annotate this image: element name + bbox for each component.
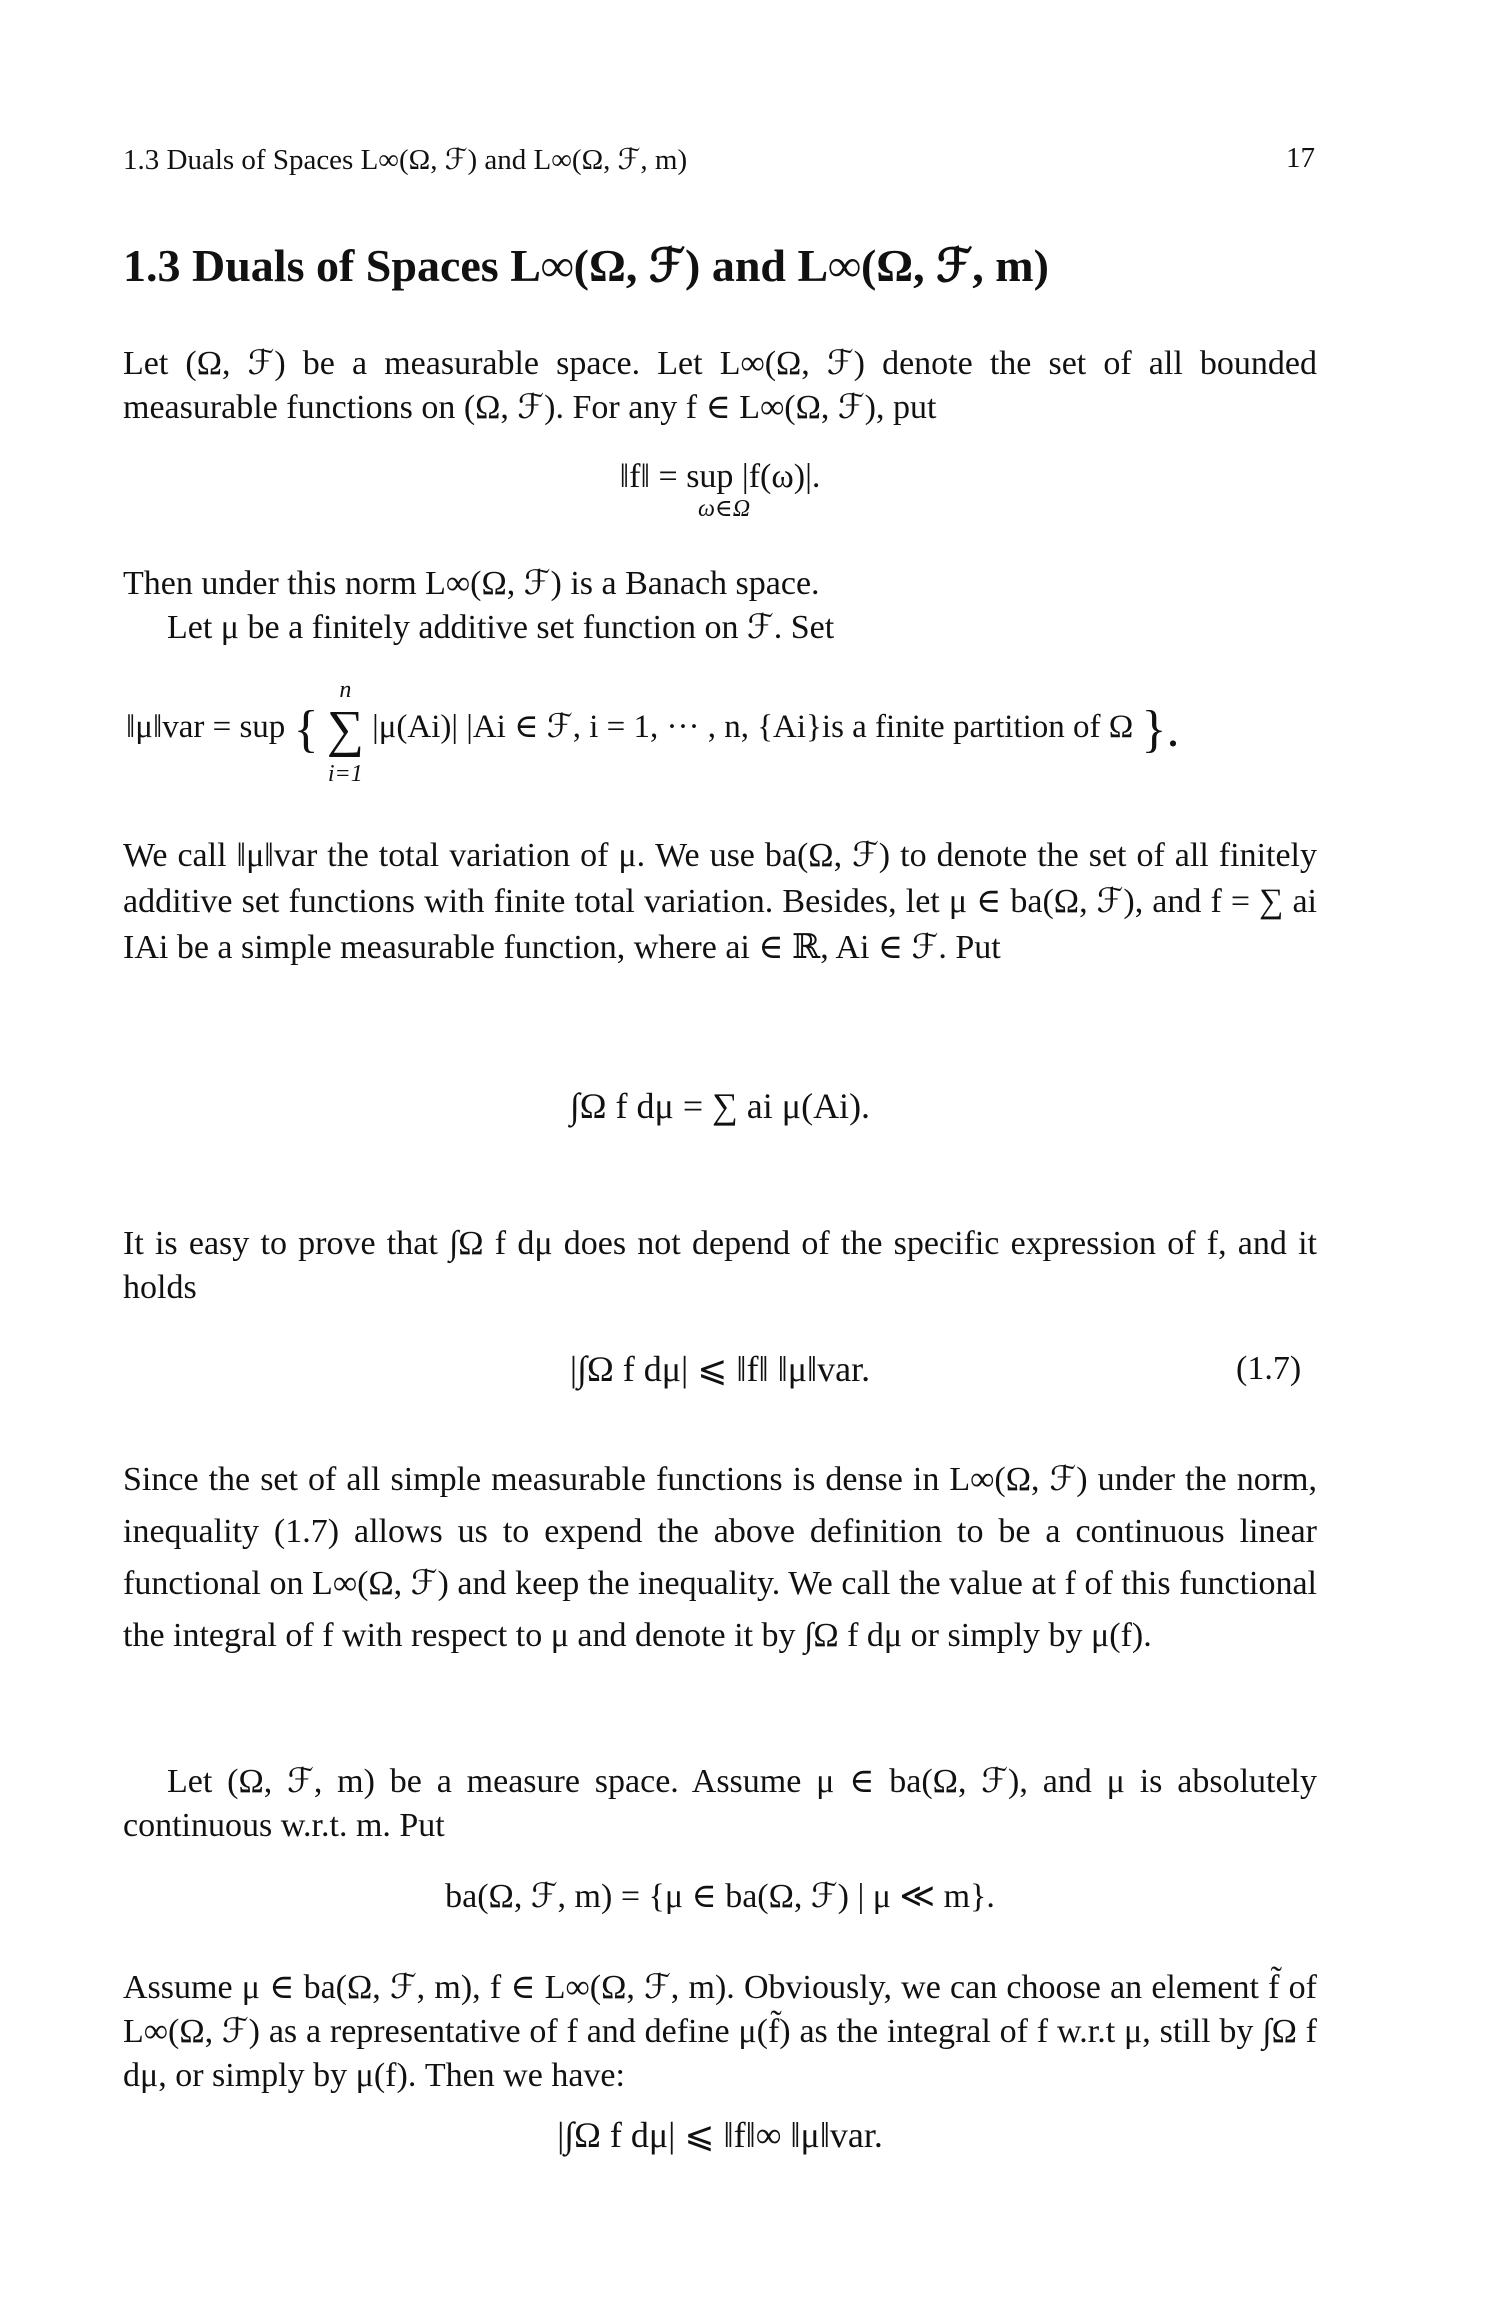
sup-norm-subscript: ω∈Ω — [697, 496, 751, 522]
sum-symbol: ∑ n i=1 — [326, 676, 364, 787]
equation-label: (1.7) — [1236, 1350, 1302, 1387]
right-brace: }. — [1141, 701, 1180, 758]
paragraph-representative: Assume μ ∈ ba(Ω, ℱ, m), f ∈ L∞(Ω, ℱ, m). Obviously, we can choose an element f̃ of L∞(Ω, ℱ) as a representative of f and define μ(f̃) as the integral of f w.r.t μ, still by ∫Ω f dμ, or simply by μ(f). Then we have: — [123, 1969, 1317, 2094]
sum-lower-limit: i=1 — [327, 760, 363, 787]
paragraph-measure-space: Let (Ω, ℱ, m) be a measure space. Assume μ ∈ ba(Ω, ℱ), and μ is absolutely continuous w.r.t. m. Put — [123, 1763, 1317, 1844]
paragraph-independence: It is easy to prove that ∫Ω f dμ does not depend of the specific expression of f, and it holds — [123, 1225, 1317, 1306]
left-brace: { — [293, 701, 319, 758]
paragraph-intro: Let (Ω, ℱ) be a measurable space. Let L∞(Ω, ℱ) denote the set of all bounded measurable functions on (Ω, ℱ). For any f ∈ L∞(Ω, ℱ), put — [123, 345, 1317, 426]
equation-simple-integral: ∫Ω f dμ = ∑ ai μ(Ai). — [569, 1086, 871, 1126]
page-number: 17 — [1286, 142, 1315, 174]
equation-total-variation — [126, 676, 1320, 787]
paragraph-banach: Then under this norm L∞(Ω, ℱ) is a Banach space. — [123, 565, 820, 602]
paragraph-set-function: Let μ be a finitely additive set function on ℱ. Set — [167, 609, 835, 646]
paragraph-density: Since the set of all simple measurable functions is dense in L∞(Ω, ℱ) under the norm, inequality (1.7) allows us to expend the above definition to be a continuous linear functional on L∞(Ω, ℱ) and keep the inequality. We call the value at f of this functional the integral of f with respect to μ and denote it by ∫Ω f dμ or simply by μ(f). — [123, 1461, 1317, 1654]
paragraph-total-variation: We call ‖μ‖var the total variation of μ. We use ba(Ω, ℱ) to denote the set of all finitely additive set functions with finite total variation. Besides, let μ ∈ ba(Ω, ℱ), and f = ∑ ai IAi be a simple measurable function, where ai ∈ ℝ, Ai ∈ ℱ. Put — [123, 837, 1317, 966]
section-title: 1.3 Duals of Spaces L∞(Ω, ℱ) and L∞(Ω, ℱ, m) — [123, 240, 1049, 291]
sum-upper-limit: n — [339, 676, 352, 703]
equation-integral-bound: |∫Ω f dμ| ⩽ ‖f‖ ‖μ‖var. — [569, 1349, 871, 1389]
sup-norm-expression — [619, 458, 821, 522]
variation-lhs: ‖μ‖var = sup — [126, 709, 286, 746]
sup-norm-text: ‖f‖ = sup |f(ω)|. — [619, 458, 821, 495]
equation-sup-norm — [123, 458, 1317, 522]
equation-final-bound: |∫Ω f dμ| ⩽ ‖f‖∞ ‖μ‖var. — [557, 2115, 883, 2155]
running-head: 1.3 Duals of Spaces L∞(Ω, ℱ) and L∞(Ω, ℱ, m) — [123, 144, 688, 176]
equation-ba-space: ba(Ω, ℱ, m) = {μ ∈ ba(Ω, ℱ) | μ ≪ m}. — [445, 1878, 995, 1915]
variation-body: |μ(Ai)| |Ai ∈ ℱ, i = 1, ··· , n, {Ai}is a finite partition of Ω — [372, 709, 1134, 746]
